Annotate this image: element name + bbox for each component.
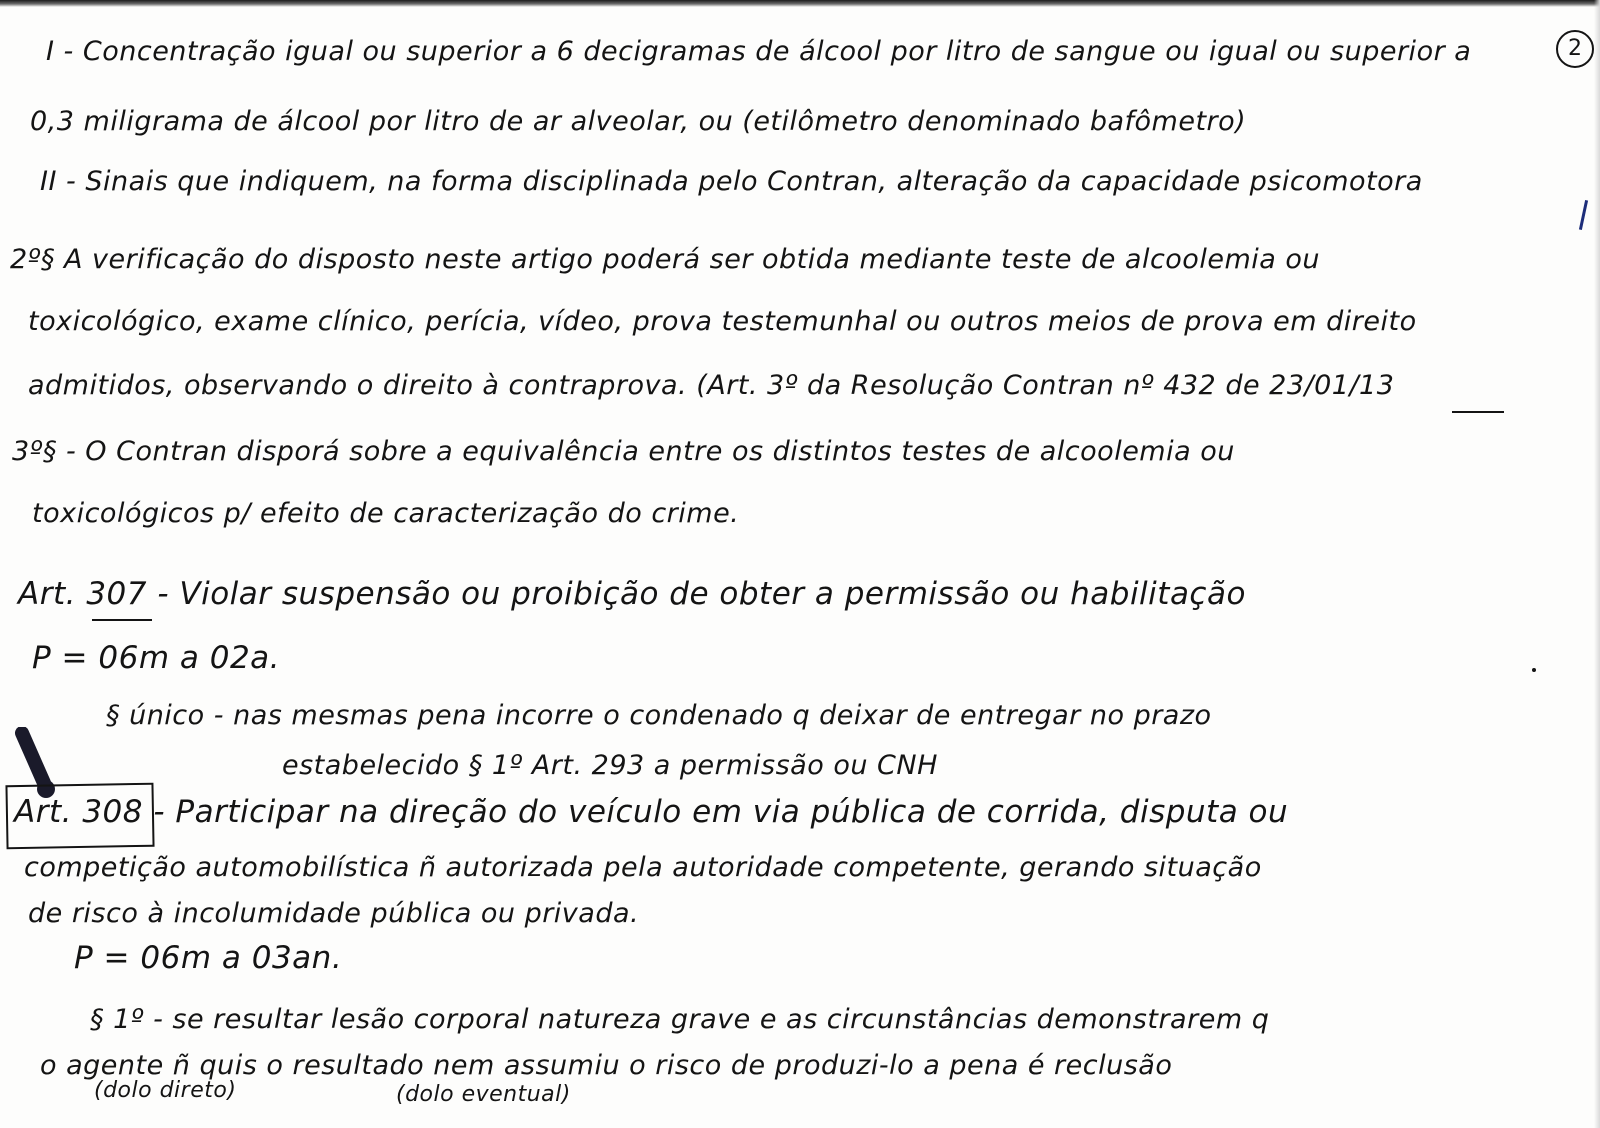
note-line-paragrafo-2-cont1: toxicológico, exame clínico, perícia, vídeo, prova testemunhal ou outros meios de prova em direito	[28, 306, 1417, 337]
margin-pen-mark	[1579, 200, 1588, 230]
article-307-heading: Art. 307 - Violar suspensão ou proibição de obter a permissão ou habilitação	[18, 576, 1246, 612]
article-308-paragraph-1-cont: o agente ñ quis o resultado nem assumiu o risco de produzi-lo a pena é reclusão	[40, 1050, 1173, 1081]
page-number: 2	[1556, 30, 1594, 68]
note-dolo-eventual: (dolo eventual)	[396, 1082, 571, 1107]
stray-dot	[1532, 668, 1536, 672]
note-line-inciso-2: II - Sinais que indiquem, na forma disciplinada pelo Contran, alteração da capacidade psicomotora	[40, 166, 1423, 197]
note-line-paragrafo-2-cont2: admitidos, observando o direito à contraprova. (Art. 3º da Resolução Contran nº 432 de 23/01/13	[28, 370, 1395, 401]
article-307-penalty: P = 06m a 02a.	[32, 640, 281, 676]
note-dolo-direto: (dolo direto)	[94, 1078, 237, 1103]
article-308-penalty: P = 06m a 03an.	[74, 940, 343, 976]
article-308-paragraph-1: § 1º - se resultar lesão corporal natureza grave e as circunstâncias demonstrarem q	[90, 1004, 1270, 1035]
article-307-underline	[92, 619, 152, 621]
article-308-text-cont2: de risco à incolumidade pública ou privada.	[28, 898, 640, 929]
note-line-paragrafo-3: 3º§ - O Contran disporá sobre a equivalência entre os distintos testes de alcoolemia ou	[12, 436, 1235, 467]
page-right-edge	[1594, 0, 1600, 1128]
note-line-paragrafo-2: 2º§ A verificação do disposto neste artigo poderá ser obtida mediante teste de alcoolemia ou	[10, 244, 1321, 275]
note-line-inciso-1: I - Concentração igual ou superior a 6 decigramas de álcool por litro de sangue ou igual ou superior a	[46, 36, 1472, 67]
note-line-inciso-1-cont: 0,3 miligrama de álcool por litro de ar alveolar, ou (etilômetro denominado bafômetro)	[30, 106, 1247, 137]
article-308-text-cont1: competição automobilística ñ autorizada pela autoridade competente, gerando situação	[24, 852, 1262, 883]
date-underline	[1452, 411, 1504, 413]
page-top-shadow	[0, 0, 1600, 7]
article-307-sole-paragraph: § único - nas mesmas pena incorre o condenado q deixar de entregar no prazo	[106, 700, 1212, 731]
note-line-paragrafo-3-cont: toxicológicos p/ efeito de caracterização do crime.	[32, 498, 740, 529]
article-308-heading: Art. 308 - Participar na direção do veículo em via pública de corrida, disputa ou	[14, 794, 1289, 830]
article-307-sole-paragraph-cont: estabelecido § 1º Art. 293 a permissão ou CNH	[282, 750, 938, 781]
